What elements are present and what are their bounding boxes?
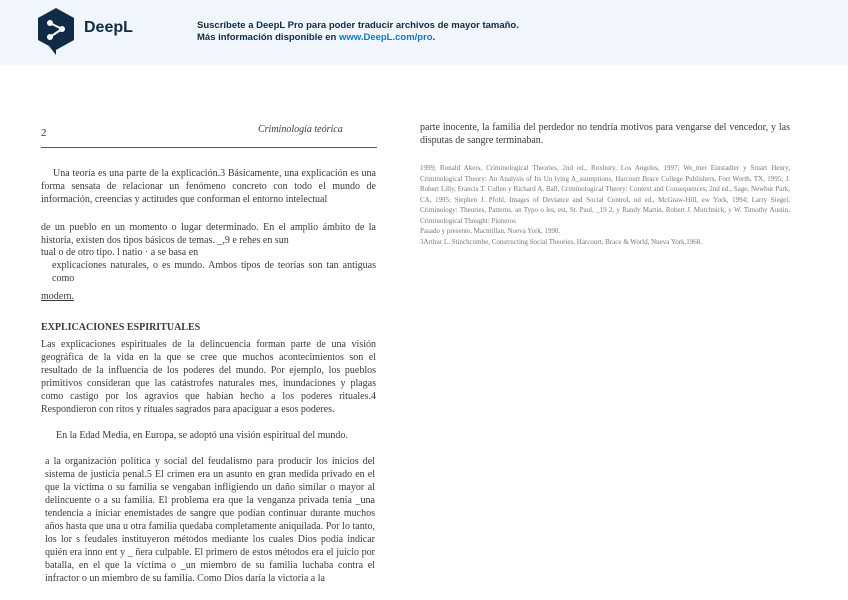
paragraph-continued: parte inocente, la familia del perdedor no tendría motivos para vengarse del vencedor, y las disputas de sangre terminaban.	[420, 122, 790, 146]
deepl-banner	[0, 0, 848, 65]
upgrade-message	[197, 20, 519, 44]
upgrade-line-1: Suscríbete a DeepL Pro para poder traducir archivos de mayor tamaño.	[197, 20, 519, 31]
paragraph-middle-ages: En la Edad Media, en Europa, se adoptó una visión espiritual del mundo.	[56, 430, 348, 441]
page-number: 2	[41, 127, 47, 139]
deepl-logo-icon[interactable]	[37, 7, 75, 55]
footnotes	[420, 163, 790, 247]
deepl-logo-text[interactable]: DeepL	[84, 19, 133, 36]
footnote-item: 3Arthur L. Stinchcombe, Constructing Social Theories, Harcourt, Brace & World, Nueva York,1968.	[420, 237, 703, 246]
paragraph-natural-explanations: explicaciones naturales, o es mundo. Ambos tipos de teorías son tan antiguas como	[52, 260, 376, 284]
section-heading: EXPLICACIONES ESPIRITUALES	[41, 322, 201, 333]
running-head: Criminología teórica	[258, 124, 343, 135]
footnote-item: Pasado y presente, Macmillan, Nueva York, 1990.	[420, 227, 561, 235]
deepl-pro-link[interactable]: www.DeepL.com/pro	[339, 32, 433, 43]
paragraph-modern: modern.	[41, 291, 75, 302]
paragraph-feudalism: a la organización política y social del feudalismo para producir los inicios del sistema de justicia penal.5 El crimen era un asunto en gran medida privado en el que la víctima o su familia se vengaban infligiendo un daño similar o mayor al delincuente o a su familia. El problema era que la venganza privada tenía _una tendencia a iniciar enemistades de sangre que podían continuar durante muchos años hasta que una u otra familia quedaba completamente aniquilada. Por lo tanto, los lor s feudales instituyeron métodos mediante los cuales Dios podía indicar quién era inno ent y _ ñera culpable. El primero de estos métodos era el juicio por batalla, en el que la víctima o _un miembro de su familia luchaba contra el infractor o un miembro de su familia. Como Dios daría la victoria a la	[45, 456, 375, 584]
paragraph-fragment: tual o de otro tipo. l natio · a se basa en	[41, 247, 199, 258]
header-rule	[41, 147, 377, 148]
footnote-item: 1999; Ronald Akers, Criminological Theories, 2nd ed., Roxbury, Los Angeles, 1997; We_mer Einstadter y Stuart Henry, Criminological Theory: An Analysis of Its Un lying A_ssumptions, Harcourt Brace College Publishers, Fort Worth, TX, 1995; J. Robert Lilly, Francis T. Cullen y Richard A. Ball, Criminological Theory: Context and Consequences, 2nd ed., Sage, Newbur Park, CA, 1995; Stephen J. Pfohl, Images of Deviance and Social Control, nd ed., McGraw-Hill, ew York, 1994; Larry Siegel, Criminology: Theories, Patterns, an Typo o les, est, St. Paul, _19 2, y Randy Martin, Robert J. Mutchnick, y W. Timothy Austin, Criminological Thought: Pioneros	[420, 164, 790, 225]
upgrade-line-2: Más información disponible en www.DeepL.com/pro.	[197, 32, 436, 43]
paragraph-spiritual: Las explicaciones espirituales de la delincuencia forman parte de una visión geográfica de la vida en la que se cree que muchos acontecimientos son el resultado de la influencia de los poderes del mundo. Por ejemplo, los pueblos primitivos consideran que las catástrofes naturales mes, inundaciones y plagas como castigo por los agravios que habían hecho a los poderes rituales.4 Respondieron con ritos y rituales sagrados para apaciguar a esos poderes.	[41, 339, 376, 415]
paragraph-theory-history: de un pueblo en un momento o lugar determinado. En el amplio ámbito de la historia, existen dos tipos básicos de temas. _,9 e rehes en sun	[41, 222, 376, 246]
paragraph-theory-intro: Una teoría es una parte de la explicación.3 Básicamente, una explicación es una forma sensata de relacionar un fenómeno concreto con todo el mundo de información, creencias y actitudes que conforman el entorno intelectual	[41, 168, 376, 205]
